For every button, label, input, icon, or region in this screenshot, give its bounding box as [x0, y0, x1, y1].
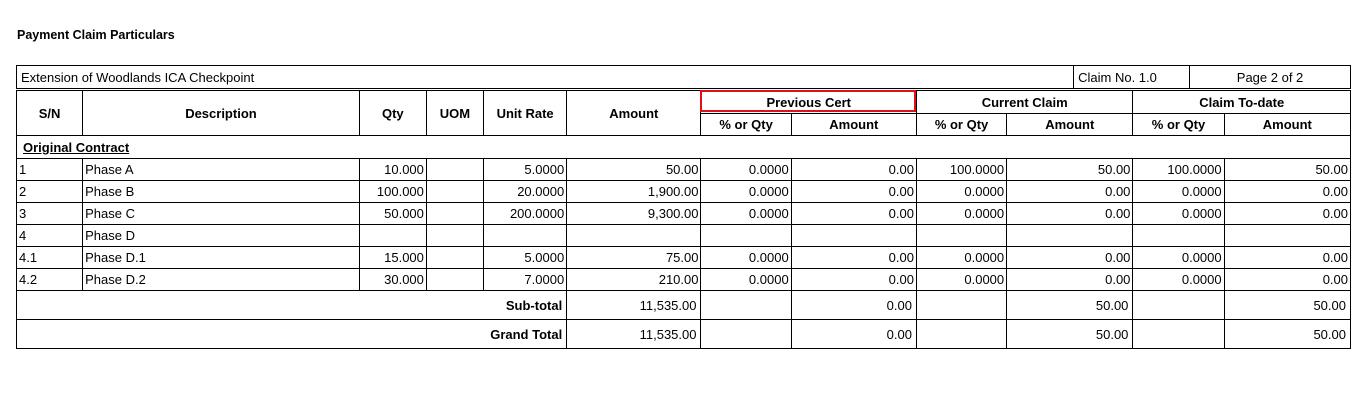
header-prev-pct-qty: % or Qty	[701, 114, 791, 136]
table-row	[17, 203, 1351, 225]
header-sn: S/N	[17, 91, 83, 136]
cell-amount: 9,300.00	[567, 203, 701, 225]
grand-total-cur-amount: 50.00	[1007, 320, 1133, 349]
cell-cur-pct: 0.0000	[916, 269, 1006, 291]
grand-total-td-amount: 50.00	[1224, 320, 1350, 349]
cell-prev-pct: 0.0000	[701, 247, 791, 269]
header-previous-cert: Previous Cert	[701, 91, 916, 114]
subtotal-cur-pct	[916, 291, 1006, 320]
table-row	[17, 159, 1351, 181]
subtotal-prev-amount: 0.00	[791, 291, 916, 320]
cell-td-amount: 0.00	[1224, 203, 1350, 225]
cell-qty: 10.000	[359, 159, 426, 181]
cell-td-pct: 100.0000	[1133, 159, 1224, 181]
cell-sn: 4	[17, 225, 83, 247]
header-current-claim: Current Claim	[916, 91, 1132, 114]
cell-td-pct: 0.0000	[1133, 269, 1224, 291]
header-claim-to-date: Claim To-date	[1133, 91, 1351, 114]
cell-unit-rate: 5.0000	[484, 247, 567, 269]
grand-total-row	[17, 320, 1351, 349]
table-row	[17, 181, 1351, 203]
page-title: Payment Claim Particulars	[17, 28, 175, 42]
cell-cur-amount: 0.00	[1007, 181, 1133, 203]
subtotal-cur-amount: 50.00	[1007, 291, 1133, 320]
cell-td-amount: 0.00	[1224, 269, 1350, 291]
subtotal-prev-pct	[701, 291, 791, 320]
cell-qty: 30.000	[359, 269, 426, 291]
cell-qty: 15.000	[359, 247, 426, 269]
grand-total-prev-pct	[701, 320, 791, 349]
cell-sn: 3	[17, 203, 83, 225]
claim-particulars-table	[16, 90, 1351, 349]
cell-td-amount: 0.00	[1224, 247, 1350, 269]
grand-total-prev-amount: 0.00	[791, 320, 916, 349]
subtotal-td-pct	[1133, 291, 1224, 320]
grand-total-amount: 11,535.00	[567, 320, 701, 349]
project-name: Extension of Woodlands ICA Checkpoint	[17, 66, 1074, 89]
cell-uom	[426, 159, 483, 181]
page-number: Page 2 of 2	[1190, 66, 1351, 89]
cell-sn: 4.1	[17, 247, 83, 269]
cell-cur-pct	[916, 225, 1006, 247]
cell-prev-amount: 0.00	[791, 159, 916, 181]
cell-uom	[426, 225, 483, 247]
cell-sn: 1	[17, 159, 83, 181]
project-info-table	[16, 65, 1351, 89]
cell-amount: 1,900.00	[567, 181, 701, 203]
cell-prev-amount	[791, 225, 916, 247]
header-cur-pct-qty: % or Qty	[916, 114, 1006, 136]
cell-prev-pct: 0.0000	[701, 159, 791, 181]
cell-cur-amount: 50.00	[1007, 159, 1133, 181]
cell-uom	[426, 247, 483, 269]
cell-uom	[426, 269, 483, 291]
claim-number: Claim No. 1.0	[1074, 66, 1190, 89]
header-qty: Qty	[359, 91, 426, 136]
cell-description: Phase A	[83, 159, 360, 181]
grand-total-cur-pct	[916, 320, 1006, 349]
cell-description: Phase D.1	[83, 247, 360, 269]
cell-prev-pct: 0.0000	[701, 269, 791, 291]
cell-uom	[426, 181, 483, 203]
cell-unit-rate	[484, 225, 567, 247]
grand-total-td-pct	[1133, 320, 1224, 349]
subtotal-row	[17, 291, 1351, 320]
table-row	[17, 269, 1351, 291]
cell-sn: 2	[17, 181, 83, 203]
cell-cur-amount: 0.00	[1007, 203, 1133, 225]
header-cur-amount: Amount	[1007, 114, 1133, 136]
cell-sn: 4.2	[17, 269, 83, 291]
cell-unit-rate: 20.0000	[484, 181, 567, 203]
cell-cur-amount: 0.00	[1007, 247, 1133, 269]
cell-qty: 50.000	[359, 203, 426, 225]
cell-amount: 210.00	[567, 269, 701, 291]
cell-td-amount: 50.00	[1224, 159, 1350, 181]
cell-description: Phase C	[83, 203, 360, 225]
cell-td-pct: 0.0000	[1133, 181, 1224, 203]
subtotal-amount: 11,535.00	[567, 291, 701, 320]
section-row	[17, 136, 1351, 159]
cell-prev-amount: 0.00	[791, 203, 916, 225]
grand-total-label: Grand Total	[17, 320, 567, 349]
cell-td-pct	[1133, 225, 1224, 247]
section-label: Original Contract	[17, 136, 1351, 159]
cell-cur-amount	[1007, 225, 1133, 247]
cell-cur-pct: 100.0000	[916, 159, 1006, 181]
cell-cur-pct: 0.0000	[916, 247, 1006, 269]
cell-amount: 50.00	[567, 159, 701, 181]
cell-td-amount	[1224, 225, 1350, 247]
table-row	[17, 225, 1351, 247]
cell-description: Phase D	[83, 225, 360, 247]
cell-unit-rate: 200.0000	[484, 203, 567, 225]
subtotal-label: Sub-total	[17, 291, 567, 320]
cell-cur-pct: 0.0000	[916, 181, 1006, 203]
cell-qty	[359, 225, 426, 247]
header-amount: Amount	[567, 91, 701, 136]
cell-description: Phase B	[83, 181, 360, 203]
cell-prev-pct: 0.0000	[701, 181, 791, 203]
header-uom: UOM	[426, 91, 483, 136]
cell-uom	[426, 203, 483, 225]
table-row	[17, 247, 1351, 269]
cell-unit-rate: 5.0000	[484, 159, 567, 181]
cell-amount	[567, 225, 701, 247]
cell-qty: 100.000	[359, 181, 426, 203]
header-td-pct-qty: % or Qty	[1133, 114, 1224, 136]
cell-cur-pct: 0.0000	[916, 203, 1006, 225]
cell-amount: 75.00	[567, 247, 701, 269]
cell-prev-amount: 0.00	[791, 269, 916, 291]
cell-cur-amount: 0.00	[1007, 269, 1133, 291]
cell-prev-pct: 0.0000	[701, 203, 791, 225]
cell-unit-rate: 7.0000	[484, 269, 567, 291]
header-prev-amount: Amount	[791, 114, 916, 136]
cell-td-pct: 0.0000	[1133, 247, 1224, 269]
subtotal-td-amount: 50.00	[1224, 291, 1350, 320]
cell-prev-pct	[701, 225, 791, 247]
header-unit-rate: Unit Rate	[484, 91, 567, 136]
cell-td-pct: 0.0000	[1133, 203, 1224, 225]
header-td-amount: Amount	[1224, 114, 1350, 136]
cell-prev-amount: 0.00	[791, 247, 916, 269]
cell-description: Phase D.2	[83, 269, 360, 291]
cell-prev-amount: 0.00	[791, 181, 916, 203]
cell-td-amount: 0.00	[1224, 181, 1350, 203]
header-description: Description	[83, 91, 360, 136]
